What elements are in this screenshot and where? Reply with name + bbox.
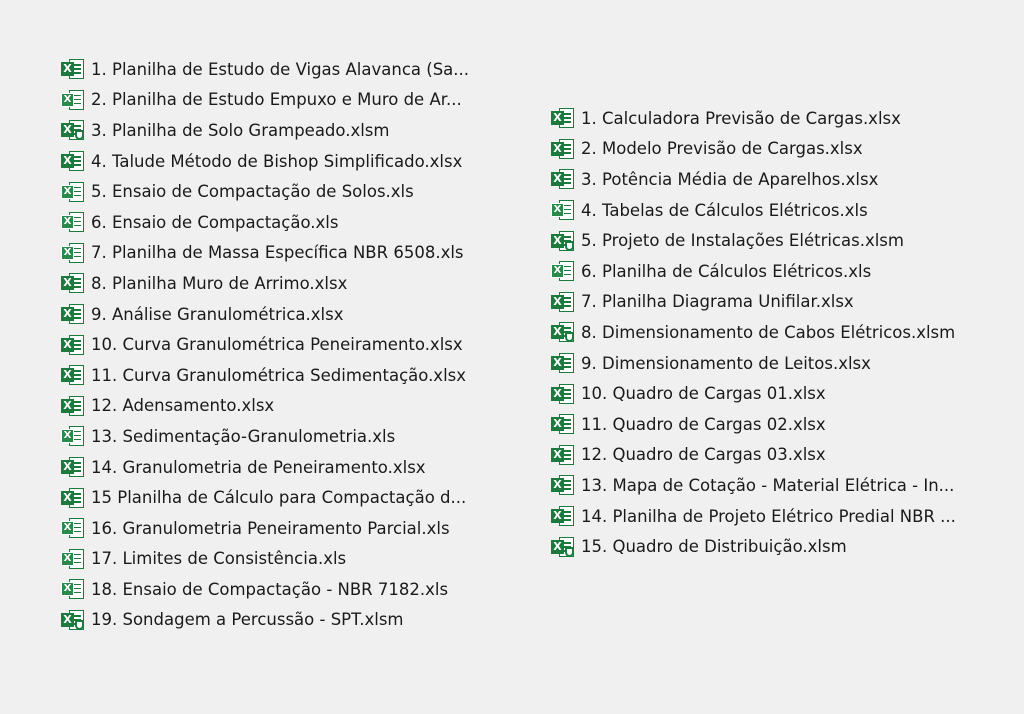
file-name: 19. Sondagem a Percussão - SPT.xlsm (91, 610, 404, 630)
file-item[interactable] (550, 134, 956, 165)
excel-xlsx-icon: X (60, 57, 86, 81)
excel-xls-icon: X (550, 198, 576, 222)
file-item[interactable] (550, 195, 956, 226)
file-item[interactable] (60, 329, 469, 360)
file-name: 16. Granulometria Peneiramento Parcial.xls (91, 518, 450, 538)
file-name: 7. Planilha Diagrama Unifilar.xlsx (581, 292, 854, 312)
file-name: 5. Ensaio de Compactação de Solos.xls (91, 182, 414, 202)
file-item[interactable] (550, 287, 956, 318)
file-item[interactable] (60, 482, 469, 513)
file-item[interactable] (60, 85, 469, 116)
file-name: 12. Adensamento.xlsx (91, 396, 275, 416)
file-name: 4. Talude Método de Bishop Simplificado.xlsx (91, 151, 463, 171)
excel-xlsx-icon: X (550, 504, 576, 528)
file-name: 17. Limites de Consistência.xls (91, 549, 347, 569)
file-name: 7. Planilha de Massa Específica NBR 6508.xls (91, 243, 464, 263)
file-item[interactable] (60, 360, 469, 391)
file-item[interactable] (60, 421, 469, 452)
excel-xlsx-icon: X (550, 290, 576, 314)
file-name: 15. Quadro de Distribuição.xlsm (581, 537, 847, 557)
file-name: 1. Planilha de Estudo de Vigas Alavanca (Sa... (91, 59, 470, 79)
file-item[interactable] (60, 115, 469, 146)
file-item[interactable] (60, 146, 469, 177)
file-name: 18. Ensaio de Compactação - NBR 7182.xls (91, 579, 449, 599)
file-item[interactable] (60, 238, 469, 269)
excel-xlsx-icon: X (550, 473, 576, 497)
excel-xls-icon: X (60, 424, 86, 448)
file-name: 5. Projeto de Instalações Elétricas.xlsm (581, 231, 904, 251)
excel-xls-icon: X (60, 547, 86, 571)
excel-xlsx-icon: X (60, 363, 86, 387)
file-name: 2. Planilha de Estudo Empuxo e Muro de Ar... (91, 90, 462, 110)
file-item[interactable] (550, 103, 956, 134)
file-name: 1. Calculadora Previsão de Cargas.xlsx (581, 108, 901, 128)
file-item[interactable] (550, 378, 956, 409)
file-name: 13. Sedimentação-Granulometria.xls (91, 426, 396, 446)
file-item[interactable] (550, 225, 956, 256)
excel-xlsx-icon: X (60, 486, 86, 510)
excel-xlsx-icon: X (60, 455, 86, 479)
file-list-geotechnical (60, 54, 469, 635)
file-item[interactable] (60, 544, 469, 575)
file-item[interactable] (60, 207, 469, 238)
file-name: 8. Planilha Muro de Arrimo.xlsx (91, 273, 348, 293)
file-name: 10. Quadro de Cargas 01.xlsx (581, 384, 826, 404)
file-item[interactable] (60, 176, 469, 207)
file-name: 13. Mapa de Cotação - Material Elétrica - In... (581, 475, 955, 495)
file-item[interactable] (550, 470, 956, 501)
file-name: 10. Curva Granulométrica Peneiramento.xlsx (91, 335, 463, 355)
file-item[interactable] (550, 501, 956, 532)
file-item[interactable] (60, 54, 469, 85)
excel-xls-icon: X (60, 210, 86, 234)
file-name: 14. Planilha de Projeto Elétrico Predial NBR ... (581, 506, 956, 526)
excel-xlsx-icon: X (550, 137, 576, 161)
file-item[interactable] (60, 299, 469, 330)
file-name: 2. Modelo Previsão de Cargas.xlsx (581, 139, 863, 159)
excel-xlsx-icon: X (60, 394, 86, 418)
excel-xls-icon: X (60, 88, 86, 112)
file-item[interactable] (60, 268, 469, 299)
excel-xlsx-icon: X (550, 167, 576, 191)
excel-xlsm-icon: X (60, 118, 86, 142)
file-name: 9. Dimensionamento de Leitos.xlsx (581, 353, 871, 373)
excel-xlsx-icon: X (60, 271, 86, 295)
excel-xlsx-icon: X (550, 351, 576, 375)
file-item[interactable] (60, 574, 469, 605)
excel-xlsm-icon: X (60, 608, 86, 632)
file-name: 15 Planilha de Cálculo para Compactação d... (91, 488, 467, 508)
file-item[interactable] (550, 440, 956, 471)
excel-xlsm-icon: X (550, 535, 576, 559)
excel-xlsx-icon: X (60, 333, 86, 357)
excel-xls-icon: X (60, 180, 86, 204)
file-name: 12. Quadro de Cargas 03.xlsx (581, 445, 826, 465)
excel-xlsx-icon: X (550, 443, 576, 467)
file-name: 11. Curva Granulométrica Sedimentação.xlsx (91, 365, 467, 385)
excel-xlsx-icon: X (60, 149, 86, 173)
file-name: 4. Tabelas de Cálculos Elétricos.xls (581, 200, 868, 220)
file-name: 14. Granulometria de Peneiramento.xlsx (91, 457, 426, 477)
file-name: 6. Ensaio de Compactação.xls (91, 212, 339, 232)
excel-xlsx-icon: X (60, 302, 86, 326)
file-item[interactable] (550, 317, 956, 348)
file-item[interactable] (60, 452, 469, 483)
file-item[interactable] (60, 391, 469, 422)
file-name: 6. Planilha de Cálculos Elétricos.xls (581, 261, 872, 281)
file-item[interactable] (550, 256, 956, 287)
file-name: 11. Quadro de Cargas 02.xlsx (581, 414, 826, 434)
excel-xlsm-icon: X (550, 320, 576, 344)
file-item[interactable] (60, 605, 469, 636)
excel-xls-icon: X (550, 259, 576, 283)
file-item[interactable] (550, 348, 956, 379)
excel-xls-icon: X (60, 577, 86, 601)
excel-xlsm-icon: X (550, 229, 576, 253)
file-name: 9. Análise Granulométrica.xlsx (91, 304, 344, 324)
file-list-electrical (550, 103, 956, 562)
excel-xlsx-icon: X (550, 412, 576, 436)
file-item[interactable] (550, 531, 956, 562)
file-name: 8. Dimensionamento de Cabos Elétricos.xlsm (581, 322, 956, 342)
file-item[interactable] (60, 513, 469, 544)
excel-xlsx-icon: X (550, 382, 576, 406)
excel-xls-icon: X (60, 241, 86, 265)
excel-xlsx-icon: X (550, 106, 576, 130)
excel-xls-icon: X (60, 516, 86, 540)
file-item[interactable] (550, 409, 956, 440)
file-name: 3. Potência Média de Aparelhos.xlsx (581, 169, 879, 189)
file-name: 3. Planilha de Solo Grampeado.xlsm (91, 120, 390, 140)
file-item[interactable] (550, 164, 956, 195)
